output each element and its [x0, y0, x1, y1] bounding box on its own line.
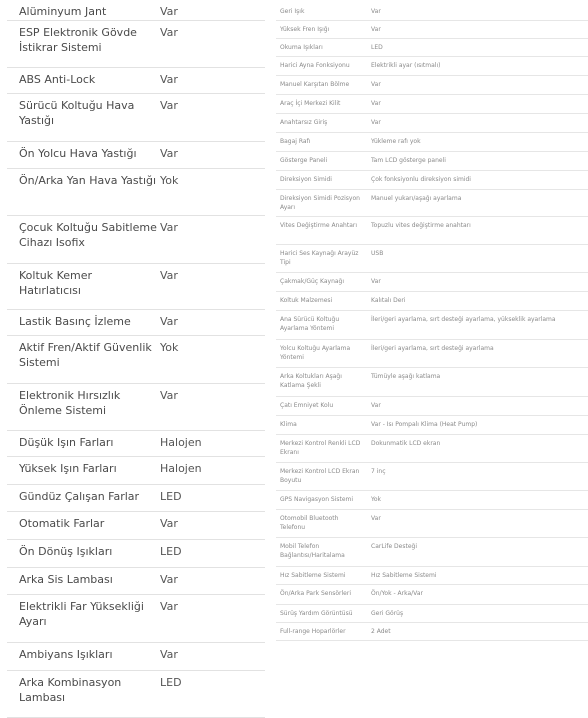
spec-row [276, 152, 588, 171]
spec-label: Merkezi Kontrol Renkli LCD Ekranı [280, 440, 361, 456]
spec-row [276, 435, 588, 463]
spec-label: Ön/Arka Yan Hava Yastığı [19, 174, 157, 187]
spec-row [7, 310, 265, 336]
spec-label: Koltuk Kemer Hatırlatıcısı [19, 269, 93, 297]
spec-value: Var [160, 600, 178, 613]
spec-value: Geri Görüş [371, 610, 404, 617]
spec-value: İleri/geri ayarlama, sırt desteği ayarlama [371, 345, 494, 352]
spec-value: Var [160, 99, 178, 112]
spec-row [276, 21, 588, 39]
spec-label: Direksiyon Simidi Pozisyon Ayarı [280, 195, 360, 211]
spec-label: Çakmak/Güç Kaynağı [280, 278, 345, 285]
spec-row [7, 142, 265, 169]
spec-value: Var [371, 8, 381, 15]
spec-row [7, 0, 265, 21]
spec-row [7, 336, 265, 384]
spec-value: Var [160, 221, 178, 234]
spec-row [7, 512, 265, 540]
spec-row [276, 463, 588, 491]
spec-label: Harici Ses Kaynağı Arayüz Tipi [280, 250, 359, 266]
spec-row [276, 585, 588, 605]
spec-label: Aktif Fren/Aktif Güvenlik Sistemi [19, 341, 152, 369]
spec-value: CarLife Desteği [371, 543, 418, 550]
spec-label: Ön Dönüş Işıkları [19, 545, 113, 558]
spec-row [7, 568, 265, 595]
spec-label: Lastik Basınç İzleme [19, 315, 131, 328]
spec-value: LED [160, 490, 182, 503]
spec-row [276, 416, 588, 435]
spec-value: Halojen [160, 462, 202, 475]
spec-row [276, 3, 588, 21]
spec-value: Var [371, 100, 381, 107]
spec-row [276, 57, 588, 76]
spec-label: Anahtarsız Giriş [280, 119, 328, 126]
spec-label: Manuel Karşıtan Bölme [280, 81, 350, 88]
spec-value: Var [371, 81, 381, 88]
spec-label: Elektrikli Far Yüksekliği Ayarı [19, 600, 144, 628]
spec-row [276, 397, 588, 416]
spec-row [276, 171, 588, 190]
spec-value: Var [160, 26, 178, 39]
spec-value: Çok fonksiyonlu direksiyon simidi [371, 176, 471, 183]
spec-value: İleri/geri ayarlama, sırt desteği ayarlama, yükseklik ayarlama [371, 316, 556, 323]
spec-row [7, 264, 265, 310]
spec-value: LED [160, 545, 182, 558]
spec-row [7, 384, 265, 431]
spec-value: Var [160, 73, 178, 86]
spec-label: Mobil Telefon Bağlantısı/Haritalama [280, 543, 345, 559]
spec-row [276, 95, 588, 114]
spec-row [276, 39, 588, 57]
spec-label: Çocuk Koltuğu Sabitleme Cihazı Isofix [19, 221, 157, 249]
spec-label: Otomatik Farlar [19, 517, 105, 530]
spec-row [7, 431, 265, 457]
spec-label: Yüksek Işın Farları [19, 462, 117, 475]
spec-label: Ön/Arka Park Sensörleri [280, 590, 352, 597]
spec-row [276, 76, 588, 95]
spec-row [276, 510, 588, 538]
spec-row [276, 245, 588, 273]
spec-label: Arka Kombinasyon Lambası [19, 676, 122, 704]
spec-row [7, 21, 265, 68]
spec-row [7, 216, 265, 264]
spec-label: Okuma Işıkları [280, 44, 323, 51]
spec-label: GPS Navigasyon Sistemi [280, 496, 354, 503]
spec-label: Arka Koltukları Aşağı Katlama Şekli [280, 373, 342, 389]
spec-row [7, 643, 265, 671]
spec-value: Tam LCD gösterge paneli [371, 157, 446, 164]
spec-row [7, 485, 265, 512]
spec-label: Full-range Hoparlörler [280, 628, 346, 635]
spec-row [276, 340, 588, 368]
spec-row [276, 605, 588, 623]
spec-row [276, 292, 588, 311]
spec-row [276, 623, 588, 641]
spec-label: Elektronik Hırsızlık Önleme Sistemi [19, 389, 121, 417]
spec-row [276, 567, 588, 585]
spec-value: Var [371, 402, 381, 409]
spec-label: Sürücü Koltuğu Hava Yastığı [19, 99, 135, 127]
right-spec-table [276, 3, 588, 641]
spec-value: LED [160, 676, 182, 689]
spec-label: Gösterge Paneli [280, 157, 328, 164]
spec-label: Otomobil Bluetooth Telefonu [280, 515, 339, 531]
spec-label: Ambiyans Işıkları [19, 648, 113, 661]
spec-row [276, 311, 588, 340]
spec-label: Geri Işık [280, 8, 305, 15]
spec-value: Tümüyle aşağı katlama [371, 373, 441, 380]
spec-label: Koltuk Malzemesi [280, 297, 333, 304]
spec-row [276, 273, 588, 292]
spec-row [7, 540, 265, 568]
spec-row [276, 190, 588, 217]
spec-value: Var - Isı Pompalı Klima (Heat Pump) [371, 421, 478, 428]
spec-value: Var [160, 648, 178, 661]
spec-label: Yolcu Koltuğu Ayarlama Yöntemi [280, 345, 351, 361]
spec-value: Topuzlu vites değiştirme anahtarı [371, 222, 471, 229]
spec-value: Var [371, 515, 381, 522]
spec-value: 7 inç [371, 468, 386, 475]
spec-label: ABS Anti-Lock [19, 73, 96, 86]
spec-label: Hız Sabitleme Sistemi [280, 572, 346, 579]
spec-value: Yok [371, 496, 382, 503]
spec-value: Var [371, 119, 381, 126]
spec-label: ESP Elektronik Gövde İstikrar Sistemi [19, 26, 137, 54]
left-spec-table [7, 0, 265, 718]
spec-value: Var [160, 517, 178, 530]
spec-value: Halojen [160, 436, 202, 449]
spec-value: Kalıtalı Deri [371, 297, 406, 304]
spec-value: Yok [160, 174, 179, 187]
spec-label: Alüminyum Jant [19, 5, 107, 18]
spec-row [7, 595, 265, 643]
spec-value: Var [160, 5, 178, 18]
spec-value: Yükleme rafı yok [371, 138, 421, 145]
spec-label: Ana Sürücü Koltuğu Ayarlama Yöntemi [280, 316, 340, 332]
spec-row [7, 457, 265, 485]
spec-label: Bagaj Rafı [280, 138, 311, 145]
spec-row [276, 491, 588, 510]
spec-value: Manuel yukarı/aşağı ayarlama [371, 195, 462, 202]
spec-label: Düşük Işın Farları [19, 436, 114, 449]
spec-value: Var [160, 315, 178, 328]
spec-label: Ön Yolcu Hava Yastığı [19, 147, 137, 160]
spec-value: Dokunmatik LCD ekran [371, 440, 441, 447]
spec-row [276, 538, 588, 567]
spec-label: Direksiyon Simidi [280, 176, 332, 183]
spec-label: Vites Değiştirme Anahtarı [280, 222, 358, 229]
spec-value: Var [160, 389, 178, 402]
spec-label: Sürüş Yardım Görüntüsü [280, 610, 353, 617]
spec-label: Arka Sis Lambası [19, 573, 113, 586]
spec-row [276, 133, 588, 152]
spec-label: Araç İçi Merkezi Kilit [280, 100, 341, 107]
spec-value: Ön/Yok - Arka/Var [371, 590, 423, 597]
spec-label: Gündüz Çalışan Farlar [19, 490, 140, 503]
spec-value: Var [371, 278, 381, 285]
spec-value: Var [160, 269, 178, 282]
spec-row [7, 94, 265, 142]
spec-value: Elektrikli ayar (ısıtmalı) [371, 62, 441, 69]
spec-label: Çatı Emniyet Kolu [280, 402, 334, 409]
spec-row [276, 217, 588, 245]
spec-value: Hız Sabitleme Sistemi [371, 572, 437, 579]
spec-row [7, 68, 265, 94]
spec-label: Yüksek Fren Işığı [280, 26, 330, 33]
spec-label: Harici Ayna Fonksiyonu [280, 62, 350, 69]
spec-value: 2 Adet [371, 628, 391, 635]
spec-label: Merkezi Kontrol LCD Ekran Boyutu [280, 468, 360, 484]
spec-row [276, 368, 588, 397]
spec-value: Yok [160, 341, 179, 354]
spec-value: LED [371, 44, 383, 51]
spec-row [7, 169, 265, 216]
spec-value: Var [160, 573, 178, 586]
spec-label: Klima [280, 421, 297, 428]
spec-row [7, 671, 265, 718]
spec-row [276, 114, 588, 133]
spec-value: Var [371, 26, 381, 33]
spec-value: USB [371, 250, 384, 257]
spec-value: Var [160, 147, 178, 160]
